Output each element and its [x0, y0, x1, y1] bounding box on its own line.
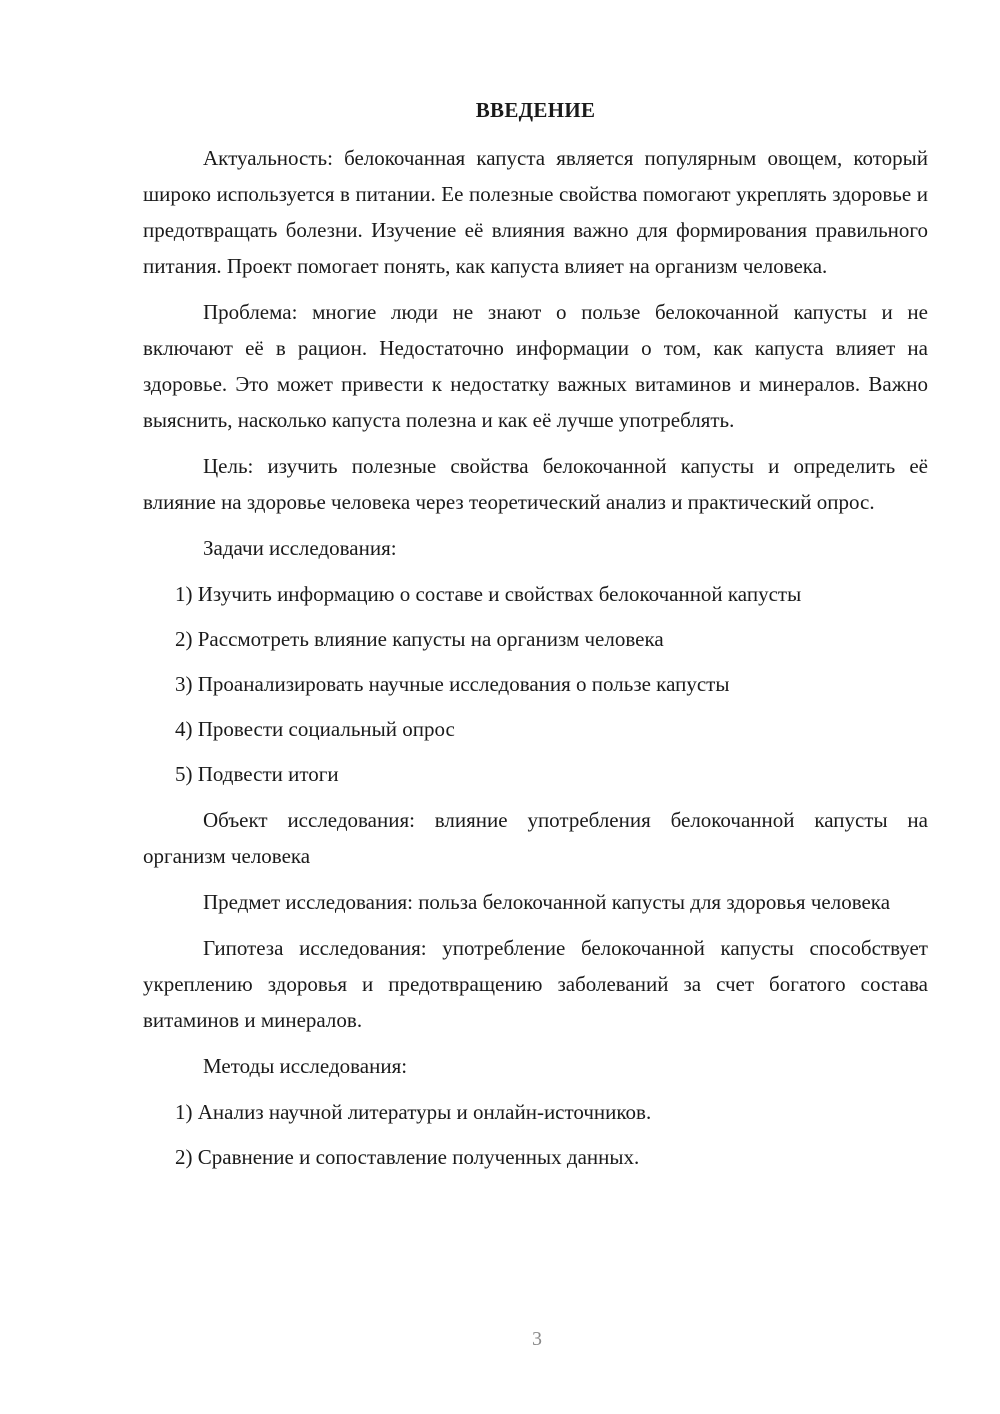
list-item: 1) Изучить информацию о составе и свойствах белокочанной капусты — [175, 582, 802, 606]
paragraph-goal: Цель: изучить полезные свойства белокочанной капусты и определить её влияние на здоровье человека через теоретический анализ и практический опрос. — [143, 454, 928, 514]
methods-heading: Методы исследования: — [203, 1054, 408, 1078]
paragraph-relevance: Актуальность: белокочанная капуста является популярным овощем, который широко используется в питании. Ее полезные свойства помогают укреплять здоровье и предотвращать болезни. Изучение её влияния важно для формирования правильного питания. Проект помогает понять, как капуста влияет на организм человека. — [143, 146, 928, 278]
paragraph-problem: Проблема: многие люди не знают о пользе белокочанной капусты и не включают её в рацион. Недостаточно информации о том, как капуста влияет на здоровье. Это может привести к недостатку важных витаминов и минералов. Важно выяснить, насколько капуста полезна и как её лучше употреблять. — [143, 300, 928, 432]
list-item: 4) Провести социальный опрос — [175, 717, 455, 741]
list-item: 2) Рассмотреть влияние капусты на организм человека — [175, 627, 664, 651]
tasks-heading: Задачи исследования: — [203, 536, 397, 560]
list-item: 2) Сравнение и сопоставление полученных данных. — [175, 1145, 640, 1169]
tasks-list — [143, 576, 928, 792]
paragraph-object: Объект исследования: влияние употребления белокочанной капусты на организм человека — [143, 808, 928, 868]
document-page — [143, 92, 928, 1184]
paragraph-subject: Предмет исследования: польза белокочанной капусты для здоровья человека — [203, 890, 891, 914]
methods-list — [143, 1094, 928, 1175]
list-item: 5) Подвести итоги — [175, 762, 339, 786]
list-item: 1) Анализ научной литературы и онлайн-источников. — [175, 1100, 652, 1124]
page-number: 3 — [532, 1328, 542, 1350]
page-title: ВВЕДЕНИЕ — [475, 98, 596, 122]
list-item: 3) Проанализировать научные исследования о пользе капусты — [175, 672, 730, 696]
paragraph-hypothesis: Гипотеза исследования: употребление белокочанной капусты способствует укреплению здоровья и предотвращению заболеваний за счет богатого состава витаминов и минералов. — [143, 936, 928, 1032]
